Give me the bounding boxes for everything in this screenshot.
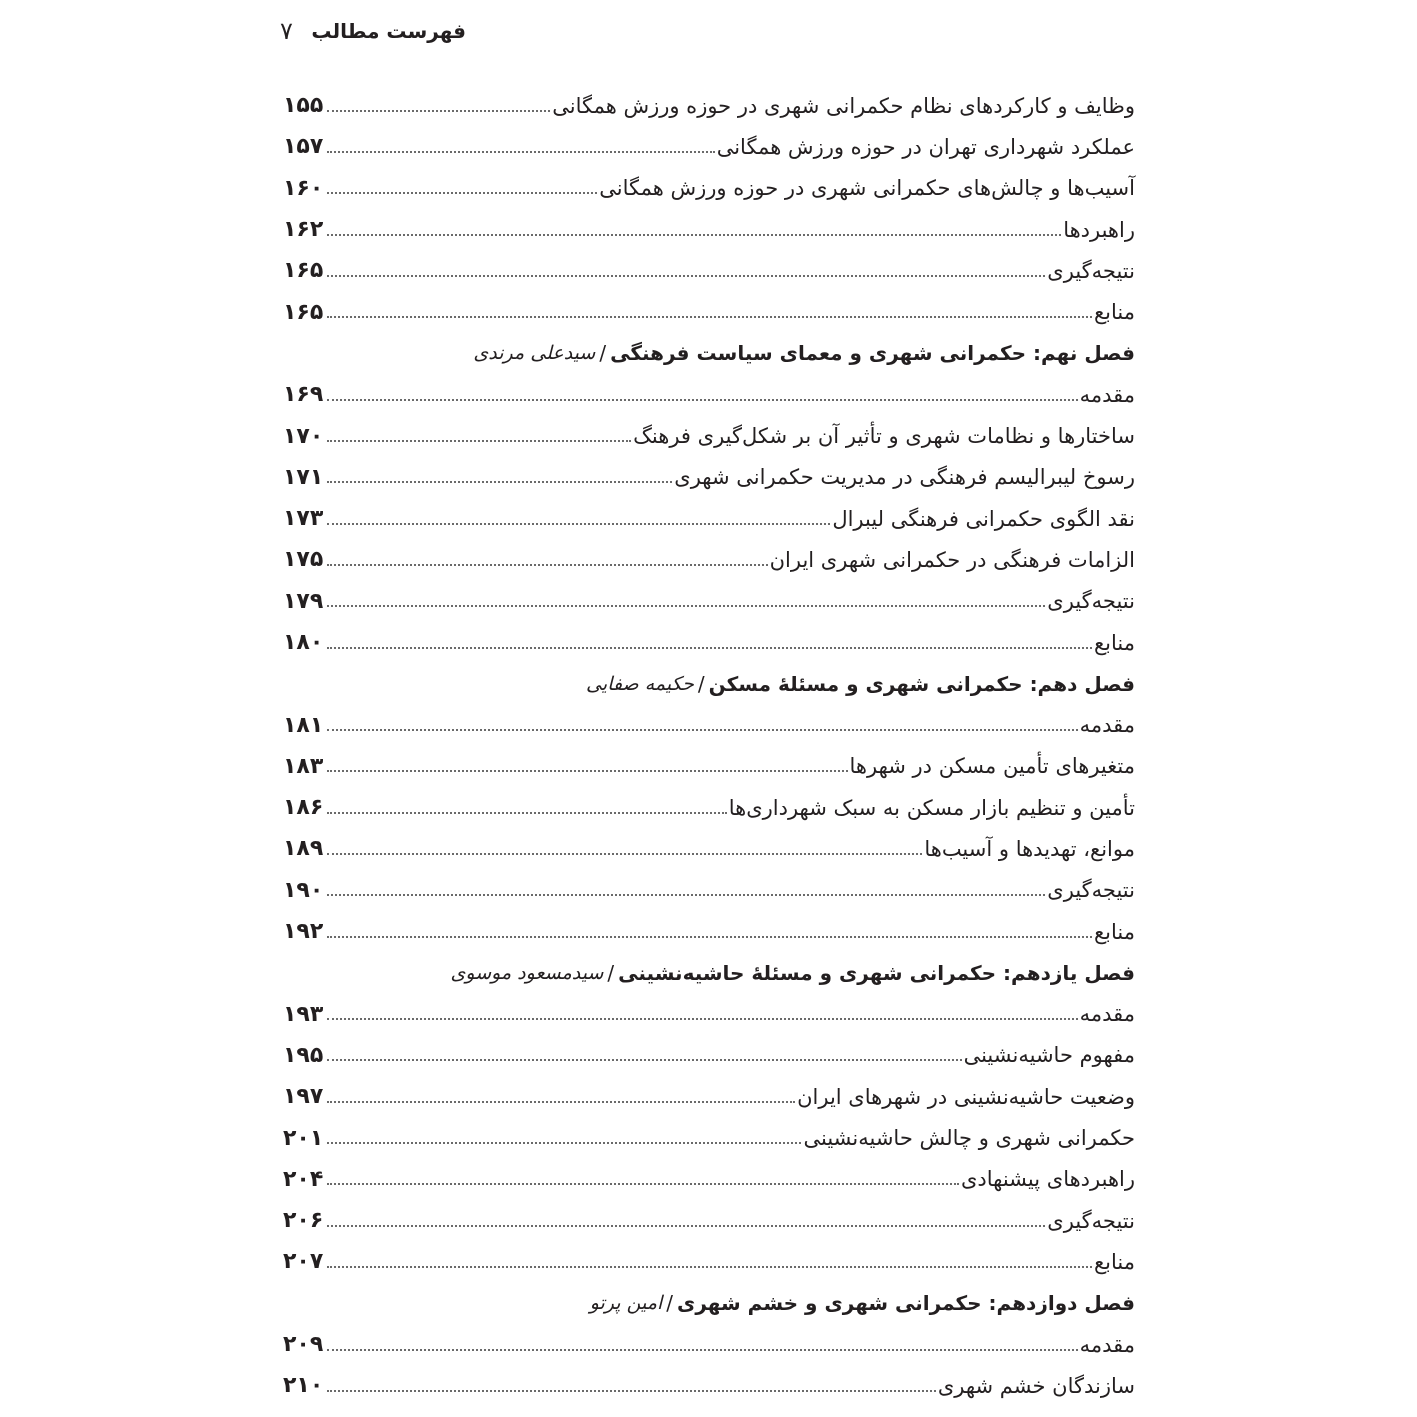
toc-entry-page: ۱۶۵ [283,299,324,325]
toc-entry [283,209,1135,250]
dot-leader [327,275,1045,277]
chapter-author-separator: / [666,1291,674,1316]
toc-entry-page: ۲۰۴ [283,1166,324,1192]
dot-leader [327,605,1045,607]
toc-entry-title: نتیجه‌گیری [1047,1208,1135,1233]
dot-leader [327,647,1092,649]
toc-entry-page: ۱۷۹ [283,588,324,614]
toc-entry-title: موانع، تهدیدها و آسیب‌ها [924,836,1135,861]
toc-entry-page: ۱۶۵ [283,258,324,284]
toc-entry-title: راهبردها [1063,217,1135,242]
dot-leader [327,1225,1045,1227]
toc-entry-page: ۱۷۳ [283,506,324,532]
toc-entry-page: ۱۶۹ [283,382,324,408]
toc-chapter-heading [283,333,1135,374]
toc-entry [283,126,1135,167]
toc-entry [283,746,1135,787]
toc-entry-page: ۲۰۷ [283,1249,324,1275]
dot-leader [327,399,1077,401]
toc-entry-title: نتیجه‌گیری [1047,258,1135,283]
toc-entry-page: ۱۵۵ [283,93,324,119]
toc-entry [283,1241,1135,1282]
toc-entry [283,498,1135,539]
toc-entry-title: مقدمه [1079,1002,1135,1027]
toc-entry [283,291,1135,332]
dot-leader [327,234,1061,236]
toc-entry-page: ۱۹۳ [283,1001,324,1027]
toc-entry-title: مقدمه [1079,1332,1135,1357]
toc-entry-page: ۱۸۹ [283,836,324,862]
toc-entry [283,1200,1135,1241]
toc-entry-title: حکمرانی شهری و چالش حاشیه‌نشینی [803,1126,1135,1151]
toc-entry [283,1324,1135,1365]
toc-entry-page: ۲۱۰ [283,1373,324,1399]
toc-entry-page: ۱۶۲ [283,217,324,243]
toc-entry [283,1076,1135,1117]
chapter-author-separator: / [607,960,615,985]
dot-leader [327,1390,936,1392]
dot-leader [327,729,1077,731]
toc-entry-title: مفهوم حاشیه‌نشینی [963,1043,1135,1068]
dot-leader [327,770,847,772]
dot-leader [327,1183,959,1185]
toc-entry [283,828,1135,869]
toc-entry-title: منابع [1093,300,1135,325]
toc-entry [283,415,1135,456]
toc-entry-page: ۲۰۹ [283,1332,324,1358]
toc-entry [283,85,1135,126]
chapter-title: فصل دوازدهم: حکمرانی شهری و خشم شهری [677,1291,1135,1316]
toc-entry [283,994,1135,1035]
toc-entry-title: ساختارها و نظامات شهری و تأثیر آن بر شکل‌گیری فرهنگ [633,424,1135,449]
toc-chapter-heading [283,952,1135,993]
dot-leader [327,853,922,855]
toc-entry-page: ۱۸۳ [283,753,324,779]
toc-entry-title: نتیجه‌گیری [1047,589,1135,614]
table-of-contents [283,85,1135,1407]
toc-entry-title: منابع [1093,630,1135,655]
running-title: فهرست مطالب [311,19,466,43]
toc-entry-title: عملکرد شهرداری تهران در حوزه ورزش همگانی [716,134,1135,159]
toc-entry-page: ۱۹۷ [283,1084,324,1110]
dot-leader [327,812,726,814]
toc-entry [283,1035,1135,1076]
toc-entry [283,581,1135,622]
chapter-author-separator: / [697,671,705,696]
toc-entry [283,457,1135,498]
toc-entry-title: وظایف و کارکردهای نظام حکمرانی شهری در حوزه ورزش همگانی [552,93,1135,118]
dot-leader [327,1059,961,1061]
toc-entry [283,911,1135,952]
toc-entry-title: متغیرهای تأمین مسکن در شهرها [849,754,1135,779]
toc-entry [283,1117,1135,1158]
toc-entry-page: ۱۷۵ [283,547,324,573]
dot-leader [327,564,767,566]
chapter-author: حکیمه صفایی [586,672,694,695]
dot-leader [327,1142,801,1144]
toc-entry [283,622,1135,663]
chapter-title: فصل نهم: حکمرانی شهری و معمای سیاست فرهنگی [610,341,1135,366]
chapter-author: سیدعلی مرندی [473,342,596,365]
dot-leader [327,316,1092,318]
chapter-title: فصل یازدهم: حکمرانی شهری و مسئلهٔ حاشیه‌نشینی [618,960,1135,985]
toc-entry [283,1159,1135,1200]
toc-entry-title: نقد الگوی حکمرانی فرهنگی لیبرال [832,506,1135,531]
dot-leader [327,440,631,442]
toc-entry-page: ۱۹۰ [283,877,324,903]
toc-entry [283,787,1135,828]
page-header [280,14,466,48]
dot-leader [327,151,714,153]
toc-entry-title: تأمین و تنظیم بازار مسکن به سبک شهرداری‌ها [728,795,1135,820]
toc-entry [283,168,1135,209]
toc-entry-title: نتیجه‌گیری [1047,878,1135,903]
toc-entry-title: رسوخ لیبرالیسم فرهنگی در مدیریت حکمرانی شهری [674,465,1135,490]
toc-entry-page: ۱۹۵ [283,1042,324,1068]
toc-entry-title: آسیب‌ها و چالش‌های حکمرانی شهری در حوزه ورزش همگانی [599,176,1135,201]
toc-entry-title: مقدمه [1079,713,1135,738]
toc-entry-page: ۲۰۶ [283,1208,324,1234]
toc-entry-title: وضعیت حاشیه‌نشینی در شهرهای ایران [797,1084,1135,1109]
toc-entry [283,374,1135,415]
chapter-author: سیدمسعود موسوی [450,961,604,984]
toc-entry-page: ۱۶۰ [283,175,324,201]
toc-entry [283,250,1135,291]
dot-leader [327,1349,1077,1351]
toc-entry-title: منابع [1093,919,1135,944]
toc-entry [283,704,1135,745]
toc-entry-page: ۱۷۱ [283,464,324,490]
toc-entry [283,1365,1135,1406]
dot-leader [327,936,1092,938]
dot-leader [327,110,550,112]
toc-entry-page: ۱۸۱ [283,712,324,738]
toc-entry [283,539,1135,580]
toc-entry-title: راهبردهای پیشنهادی [960,1167,1135,1192]
dot-leader [327,1018,1077,1020]
toc-entry-page: ۱۷۰ [283,423,324,449]
toc-chapter-heading [283,1283,1135,1324]
toc-entry-title: مقدمه [1079,382,1135,407]
toc-entry-page: ۱۸۶ [283,795,324,821]
dot-leader [327,523,830,525]
toc-chapter-heading [283,663,1135,704]
dot-leader [327,1266,1092,1268]
toc-entry-page: ۱۹۲ [283,919,324,945]
toc-entry-page: ۲۰۱ [283,1125,324,1151]
toc-entry-page: ۱۸۰ [283,630,324,655]
dot-leader [327,1101,795,1103]
chapter-author-separator: / [599,341,607,366]
toc-entry-title: منابع [1093,1249,1135,1274]
dot-leader [327,192,597,194]
toc-entry-title: سازندگان خشم شهری [937,1373,1135,1398]
toc-entry-title: الزامات فرهنگی در حکمرانی شهری ایران [769,547,1135,572]
dot-leader [327,481,672,483]
dot-leader [327,894,1045,896]
chapter-title: فصل دهم: حکمرانی شهری و مسئلهٔ مسکن [708,671,1135,696]
page-number: ۷ [280,17,293,45]
toc-entry-page: ۱۵۷ [283,134,324,160]
toc-entry [283,870,1135,911]
chapter-author: امین پرتو [589,1292,663,1315]
